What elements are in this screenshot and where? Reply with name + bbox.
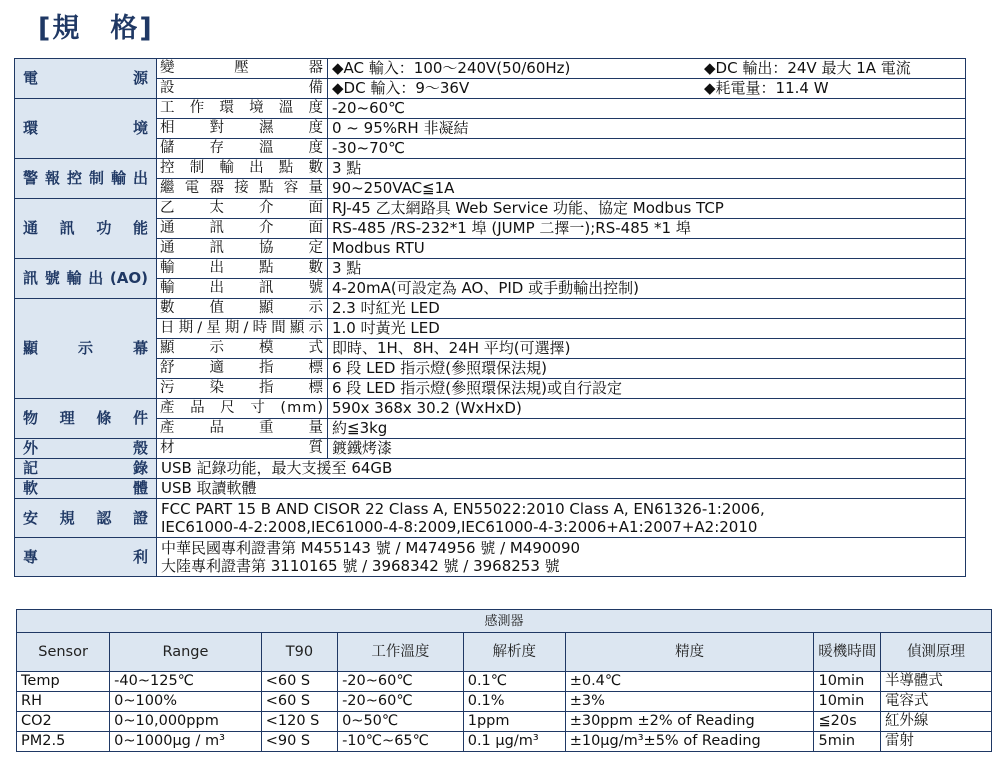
sensor-cell: <120 S [261,712,337,732]
sensor-cell: RH [17,692,110,712]
spec-value: 590x 368x 30.2 (WxHxD) [328,399,966,419]
spec-value-line2: IEC61000-4-2:2008,IEC61000-4-8:2009,IEC61000-4-3:2006+A1:2007+A2:2010 [161,518,758,536]
sensor-column-header: 偵測原理 [880,633,991,672]
sensor-cell: PM2.5 [17,732,110,752]
sensor-cell: 0.1℃ [463,672,565,692]
spec-subcategory: 控制輸出點數 [157,159,328,179]
spec-table [14,58,966,577]
spec-value: Modbus RTU [328,239,966,259]
spec-row [15,479,966,499]
sensor-cell: 半導體式 [880,672,991,692]
sensor-cell: 0.1 μg/m³ [463,732,565,752]
spec-subcategory: 輸 出 訊 號 [157,279,328,299]
spec-subcategory: 通 訊 協 定 [157,239,328,259]
spec-subcategory: 材 質 [157,439,328,459]
spec-subcategory: 繼電器接點容量 [157,179,328,199]
sensor-cell: CO2 [17,712,110,732]
spec-category: 記 錄 [15,459,157,479]
sensor-row [17,672,992,692]
spec-row [15,239,966,259]
spec-value: RS-485 /RS-232*1 埠 (JUMP 二擇一);RS-485 *1 埠 [328,219,966,239]
sensor-cell: ±10μg/m³±5% of Reading [565,732,814,752]
spec-row [15,59,966,79]
spec-category: 外 殼 [15,439,157,459]
spec-value [328,79,966,99]
spec-subcategory: 輸 出 點 數 [157,259,328,279]
spec-subcategory: 污 染 指 標 [157,379,328,399]
sensor-cell: ≦20s [814,712,880,732]
spec-subcategory: 舒 適 指 標 [157,359,328,379]
spec-value-line1: 中華民國專利證書第 M455143 號 / M474956 號 / M490090 [161,539,581,557]
spec-row [15,179,966,199]
spec-subcategory: 通 訊 介 面 [157,219,328,239]
sensor-cell: 1ppm [463,712,565,732]
spec-value: 6 段 LED 指示燈(參照環保法規) [328,359,966,379]
spec-row [15,459,966,479]
sensor-cell: 0~50℃ [338,712,464,732]
spec-subcategory: 設 備 [157,79,328,99]
spec-row [15,119,966,139]
spec-row [15,439,966,459]
spec-value: 即時、1H、8H、24H 平均(可選擇) [328,339,966,359]
spec-value: 4-20mA(可設定為 AO、PID 或手動輸出控制) [328,279,966,299]
spec-row [15,538,966,577]
sensor-cell: 0~100% [110,692,262,712]
spec-value: 約≦3kg [328,419,966,439]
spec-value: 90~250VAC≦1A [328,179,966,199]
spec-subcategory: 日期/星期/時間顯示 [157,319,328,339]
spec-category: 電 源 [15,59,157,99]
sensor-cell: -20~60℃ [338,672,464,692]
sensor-row [17,692,992,712]
spec-value: 6 段 LED 指示燈(參照環保法規)或自行設定 [328,379,966,399]
spec-row [15,159,966,179]
spec-subcategory: 變 壓 器 [157,59,328,79]
spec-row [15,339,966,359]
spec-value-right: ◆耗電量：11.4 W [704,79,829,97]
sensor-cell: <60 S [261,672,337,692]
spec-value: -20~60℃ [328,99,966,119]
sensor-cell: 10min [814,672,880,692]
spec-value: 0 ~ 95%RH 非凝結 [328,119,966,139]
spec-row [15,499,966,538]
spec-value: USB 取讀軟體 [157,479,966,499]
spec-value: 3 點 [328,159,966,179]
spec-category: 環 境 [15,99,157,159]
spec-subcategory: 乙 太 介 面 [157,199,328,219]
sensor-cell: ±0.4℃ [565,672,814,692]
spec-row [15,299,966,319]
spec-value: 3 點 [328,259,966,279]
spec-row [15,99,966,119]
spec-value: 鍍鐵烤漆 [328,439,966,459]
spec-subcategory: 工作環境溫度 [157,99,328,119]
spec-category: 安 規 認 證 [15,499,157,538]
sensor-cell: -10℃~65℃ [338,732,464,752]
spec-value [328,59,966,79]
page-title: [規 格] [38,13,154,44]
sensor-cell: 10min [814,692,880,712]
sensor-column-header: Range [110,633,262,672]
sensor-cell: -20~60℃ [338,692,464,712]
spec-row [15,219,966,239]
spec-subcategory: 顯 示 模 式 [157,339,328,359]
spec-value: 1.0 吋黃光 LED [328,319,966,339]
sensor-cell: ±30ppm ±2% of Reading [565,712,814,732]
sensor-cell: 紅外線 [880,712,991,732]
spec-subcategory: 相 對 濕 度 [157,119,328,139]
spec-row [15,199,966,219]
spec-value-left: ◆AC 輸入：100～240V(50/60Hz) [332,59,571,77]
sensor-row [17,732,992,752]
sensor-column-header: T90 [261,633,337,672]
sensor-cell: 電容式 [880,692,991,712]
spec-value-line2: 大陸專利證書第 3110165 號 / 3968342 號 / 3968253 號 [161,557,560,575]
sensor-cell: 5min [814,732,880,752]
sensor-column-header: 精度 [565,633,814,672]
spec-value: -30~70℃ [328,139,966,159]
spec-row [15,359,966,379]
spec-subcategory: 產品尺寸(mm) [157,399,328,419]
spec-row [15,139,966,159]
spec-value-line1: FCC PART 15 B AND CISOR 22 Class A, EN55022:2010 Class A, EN61326-1:2006, [161,500,765,518]
spec-category: 訊號輸出(AO) [15,259,157,299]
spec-value: USB 記錄功能，最大支援至 64GB [157,459,966,479]
spec-value [157,538,966,577]
sensor-cell: 0~10,000ppm [110,712,262,732]
sensor-cell: Temp [17,672,110,692]
spec-value: RJ-45 乙太網路具 Web Service 功能、協定 Modbus TCP [328,199,966,219]
spec-row [15,379,966,399]
spec-row [15,79,966,99]
spec-row [15,319,966,339]
sensor-table-caption: 感測器 [17,610,992,633]
spec-category: 警報控制輸出 [15,159,157,199]
sensor-table [16,609,992,752]
sensor-cell: -40~125℃ [110,672,262,692]
sensor-cell: <60 S [261,692,337,712]
spec-row [15,419,966,439]
spec-value-right: ◆DC 輸出：24V 最大 1A 電流 [704,59,911,77]
sensor-column-header: Sensor [17,633,110,672]
spec-category: 專 利 [15,538,157,577]
sensor-cell: 0~1000μg / m³ [110,732,262,752]
sensor-column-header: 暖機時間 [814,633,880,672]
sensor-column-header: 解析度 [463,633,565,672]
spec-row [15,279,966,299]
spec-category: 軟 體 [15,479,157,499]
spec-subcategory: 數 值 顯 示 [157,299,328,319]
spec-category: 物 理 條 件 [15,399,157,439]
spec-subcategory: 儲 存 溫 度 [157,139,328,159]
sensor-cell: 雷射 [880,732,991,752]
spec-subcategory: 產 品 重 量 [157,419,328,439]
spec-category: 顯 示 幕 [15,299,157,399]
sensor-cell: ±3% [565,692,814,712]
spec-value-left: ◆DC 輸入：9～36V [332,79,470,97]
sensor-column-header: 工作溫度 [338,633,464,672]
sensor-cell: 0.1% [463,692,565,712]
spec-row [15,399,966,419]
spec-row [15,259,966,279]
sensor-row [17,712,992,732]
spec-category: 通 訊 功 能 [15,199,157,259]
spec-value [157,499,966,538]
sensor-cell: <90 S [261,732,337,752]
spec-value: 2.3 吋紅光 LED [328,299,966,319]
